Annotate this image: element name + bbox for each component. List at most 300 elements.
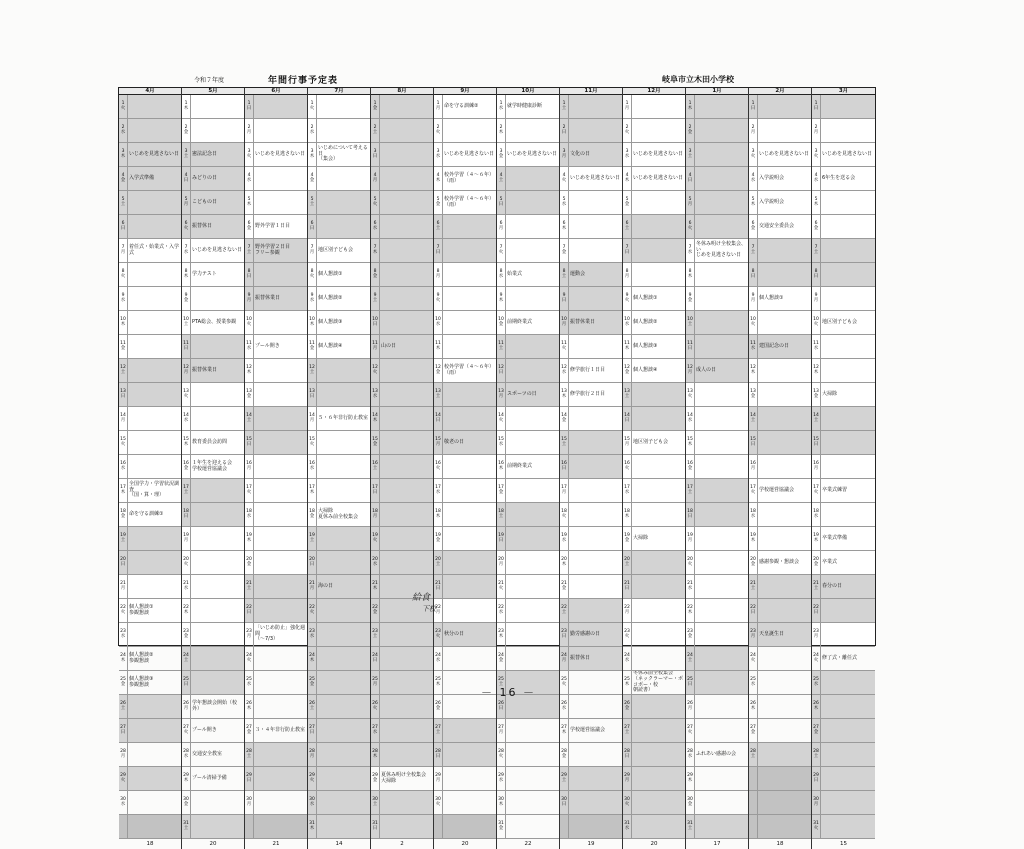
day-row [623,359,685,383]
day-number: 12 [813,365,819,370]
day-number: 29 [120,773,126,778]
day-number: 1 [688,101,692,106]
day-row [434,647,496,671]
event-text [569,191,622,214]
event-text [506,359,559,382]
day-number: 24 [309,653,315,658]
day-number: 29 [372,773,378,778]
day-cell [497,191,506,214]
event-text [443,791,496,814]
event-text [821,407,875,430]
day-row [749,551,811,575]
day-cell [308,695,317,718]
day-cell [560,239,569,262]
day-row [686,815,748,839]
day-number: 1 [625,101,629,106]
day-number: 29 [498,773,504,778]
weekday: 土 [561,105,567,111]
day-row [371,479,433,503]
day-row [182,359,244,383]
day-number: 24 [687,653,693,658]
event-text [443,767,496,790]
day-row [308,479,370,503]
day-number: 2 [247,125,251,130]
day-number: 21 [246,581,252,586]
day-row [119,647,181,671]
weekday: 金 [435,369,441,375]
event-text [821,599,875,622]
event-text [443,239,496,262]
day-row [308,191,370,215]
weekday: 土 [687,153,693,159]
weekday: 月 [687,705,693,711]
day-row [308,263,370,287]
school-days-total: 2 [400,841,404,847]
weekday: 日 [624,417,630,423]
event-text [758,503,811,526]
day-row [182,503,244,527]
event-text [758,599,811,622]
day-number: 19 [435,533,441,538]
day-row [749,287,811,311]
event-text [380,287,433,310]
month-column [560,88,623,849]
day-number: 17 [435,485,441,490]
weekday: 月 [309,417,315,423]
day-row [560,551,622,575]
weekday: 金 [813,393,819,399]
day-cell [371,599,380,622]
event-text: ５・６年非行防止教室 [318,414,369,421]
day-cell [434,287,443,310]
day-row [749,719,811,743]
weekday: 火 [372,201,378,207]
day-number: 30 [624,797,630,802]
weekday: 月 [624,777,630,783]
day-cell [812,239,821,262]
event-text: 6年生を送る会 [822,174,856,181]
event-text [506,479,559,502]
day-row [119,719,181,743]
day-number: 25 [813,677,819,682]
day-row [182,263,244,287]
weekday: 土 [120,369,126,375]
day-number: 13 [750,389,756,394]
day-number: 19 [498,533,504,538]
weekday: 火 [813,657,819,663]
day-cell [686,767,695,790]
day-row [182,719,244,743]
day-number: 31 [687,821,693,826]
day-row [119,599,181,623]
event-text [317,815,370,838]
event-text: 前期終業式 [507,462,533,469]
event-text: 個人懇談① [759,294,784,301]
event-text [569,599,622,622]
weekday: 金 [246,561,252,567]
weekday: 土 [687,657,693,663]
day-number: 20 [435,557,441,562]
event-text [569,815,622,838]
day-cell [812,551,821,574]
event-text [506,623,559,646]
day-row [371,215,433,239]
event-text [506,239,559,262]
day-cell [623,791,632,814]
weekday: 木 [687,777,693,783]
day-row [119,167,181,191]
day-row [749,479,811,503]
day-row [812,335,875,359]
day-row [434,743,496,767]
day-cell [245,575,254,598]
weekday: 木 [498,297,504,303]
day-number: 30 [561,797,567,802]
weekday: 土 [183,657,189,663]
day-cell [686,263,695,286]
weekday: 木 [120,489,126,495]
day-row [623,287,685,311]
day-row [812,815,875,839]
event-text [506,551,559,574]
weekday: 日 [183,513,189,519]
weekday: 金 [624,537,630,543]
day-cell [119,503,128,526]
weekday: 月 [120,585,126,591]
day-cell [497,623,506,646]
day-number: 16 [561,461,567,466]
month-header: 12月 [623,88,685,95]
day-cell [119,767,128,790]
day-cell [560,383,569,406]
day-row [497,335,559,359]
day-number: 15 [561,437,567,442]
day-row [119,383,181,407]
day-number: 21 [372,581,378,586]
day-row [497,119,559,143]
day-number: 16 [309,461,315,466]
day-cell [434,719,443,742]
day-number: 3 [688,149,692,154]
day-number: 19 [750,533,756,538]
day-row [245,647,307,671]
day-row [308,503,370,527]
day-cell [182,695,191,718]
day-row [119,335,181,359]
day-row [749,671,811,695]
handwritten-note-2: 下校 [422,605,436,613]
event-text [506,599,559,622]
day-row [434,191,496,215]
event-text [695,95,748,118]
day-row [686,575,748,599]
day-row [497,95,559,119]
day-number: 12 [309,365,315,370]
weekday: 金 [498,489,504,495]
day-cell [749,671,758,694]
day-row [308,311,370,335]
weekday: 火 [372,369,378,375]
weekday: 土 [813,585,819,591]
day-number: 3 [184,149,188,154]
day-row [308,95,370,119]
day-row [497,311,559,335]
day-row [686,695,748,719]
day-cell [434,527,443,550]
weekday: 木 [624,513,630,519]
event-text: 地区別子ども会 [318,246,354,253]
weekday: 日 [309,729,315,735]
day-number: 25 [561,677,567,682]
day-row [749,359,811,383]
weekday: 金 [561,753,567,759]
weekday: 土 [750,249,756,255]
weekday: 火 [120,273,126,279]
event-text [380,647,433,670]
weekday: 火 [750,153,756,159]
event-text [191,575,244,598]
day-number: 19 [120,533,126,538]
day-row [812,263,875,287]
weekday: 月 [372,345,378,351]
day-row [182,479,244,503]
day-row [812,287,875,311]
day-cell [434,455,443,478]
day-row [749,695,811,719]
day-number: 28 [372,749,378,754]
day-cell [812,719,821,742]
day-cell [308,671,317,694]
event-text [254,359,307,382]
weekday: 土 [687,489,693,495]
day-number: 8 [184,269,188,274]
day-row [119,143,181,167]
day-number: 26 [183,701,189,706]
day-number: 16 [624,461,630,466]
day-number: 3 [625,149,629,154]
month-header: 4月 [119,88,181,95]
weekday: 木 [498,465,504,471]
day-number: 31 [624,821,630,826]
day-row [434,551,496,575]
day-number: 4 [121,173,125,178]
day-number: 22 [498,605,504,610]
day-number: 14 [498,413,504,418]
day-cell [434,95,443,118]
weekday: 金 [687,129,693,135]
day-row [812,95,875,119]
day-number: 19 [561,533,567,538]
day-cell [434,383,443,406]
day-number: 24 [561,653,567,658]
day-number: 7 [436,245,440,250]
event-text [317,695,370,718]
day-cell [812,647,821,670]
day-number: 13 [624,389,630,394]
day-row [812,623,875,647]
day-cell [497,743,506,766]
day-row [560,527,622,551]
day-number: 25 [750,677,756,682]
event-text: いじめを見逃さない日 [759,150,810,157]
day-cell [119,551,128,574]
day-cell [245,527,254,550]
weekday: 土 [561,441,567,447]
event-text [632,599,685,622]
day-number: 29 [624,773,630,778]
day-row [497,191,559,215]
day-number: 4 [310,173,314,178]
weekday: 金 [120,513,126,519]
day-number: 14 [183,413,189,418]
weekday: 土 [498,513,504,519]
day-row [245,623,307,647]
day-cell [308,407,317,430]
day-number: 18 [183,509,189,514]
school-name: 岐阜市立木田小学校 [662,75,734,84]
weekday: 火 [687,561,693,567]
day-cell [749,359,758,382]
day-cell [623,263,632,286]
weekday: 月 [372,513,378,519]
weekday: 月 [120,417,126,423]
day-cell [434,575,443,598]
weekday: 日 [183,681,189,687]
event-text: ふれあい感謝の会 [696,750,737,757]
weekday: 金 [246,729,252,735]
weekday: 月 [435,273,441,279]
day-cell [371,287,380,310]
day-row [560,407,622,431]
event-text [380,503,433,526]
event-text [380,671,433,694]
weekday: 土 [687,321,693,327]
weekday: 日 [498,201,504,207]
day-cell [182,455,191,478]
weekday: 月 [435,441,441,447]
weekday: 月 [813,465,819,471]
weekday: 木 [309,657,315,663]
day-number: 2 [310,125,314,130]
event-text [191,95,244,118]
day-row [749,743,811,767]
event-text [569,743,622,766]
day-number: 1 [373,101,377,106]
event-text [443,311,496,334]
day-number: 11 [624,341,630,346]
month-column [623,88,686,849]
weekday: 水 [624,657,630,663]
weekday: 木 [372,249,378,255]
day-row [308,359,370,383]
day-cell [749,815,758,838]
day-row [182,767,244,791]
day-cell [623,167,632,190]
event-text [821,815,875,838]
day-cell [749,599,758,622]
day-cell [560,311,569,334]
day-row [623,647,685,671]
event-text [632,239,685,262]
day-row [308,767,370,791]
day-row [308,575,370,599]
day-row [434,479,496,503]
day-row [560,479,622,503]
day-number: 14 [120,413,126,418]
event-text [695,551,748,574]
weekday: 土 [246,417,252,423]
day-row [623,455,685,479]
weekday: 木 [624,681,630,687]
day-row [245,215,307,239]
weekday: 月 [561,657,567,663]
event-text [758,119,811,142]
weekday: 火 [372,537,378,543]
day-cell [560,623,569,646]
day-number: 26 [624,701,630,706]
day-cell [812,287,821,310]
day-row [119,359,181,383]
day-number: 28 [498,749,504,754]
day-row [434,383,496,407]
day-cell [371,575,380,598]
day-row [749,623,811,647]
weekday: 金 [498,825,504,831]
event-text: 学校運営協議会 [759,486,795,493]
day-number: 15 [687,437,693,442]
day-row [245,263,307,287]
weekday: 木 [813,369,819,375]
day-row [749,815,811,839]
day-number: 23 [120,629,126,634]
event-text [128,743,181,766]
weekday: 木 [246,705,252,711]
day-cell [686,407,695,430]
event-text [506,719,559,742]
weekday: 火 [687,729,693,735]
day-number: 29 [435,773,441,778]
day-number: 3 [814,149,818,154]
day-cell [245,743,254,766]
weekday: 月 [561,321,567,327]
weekday: 金 [813,561,819,567]
day-cell [560,191,569,214]
day-number: 25 [183,677,189,682]
event-text [191,551,244,574]
weekday: 木 [687,609,693,615]
day-number: 12 [498,365,504,370]
day-row [686,791,748,815]
day-number: 14 [435,413,441,418]
event-text [695,623,748,646]
day-cell [434,503,443,526]
day-cell [119,647,128,670]
day-cell [623,647,632,670]
weekday: 日 [372,657,378,663]
weekday: 木 [309,489,315,495]
day-cell [308,263,317,286]
day-cell [560,647,569,670]
day-number: 26 [750,701,756,706]
day-cell [560,575,569,598]
day-row [686,551,748,575]
day-cell [623,623,632,646]
day-cell [812,599,821,622]
event-text [695,671,748,694]
day-number: 28 [624,749,630,754]
day-cell [119,407,128,430]
day-cell [749,407,758,430]
